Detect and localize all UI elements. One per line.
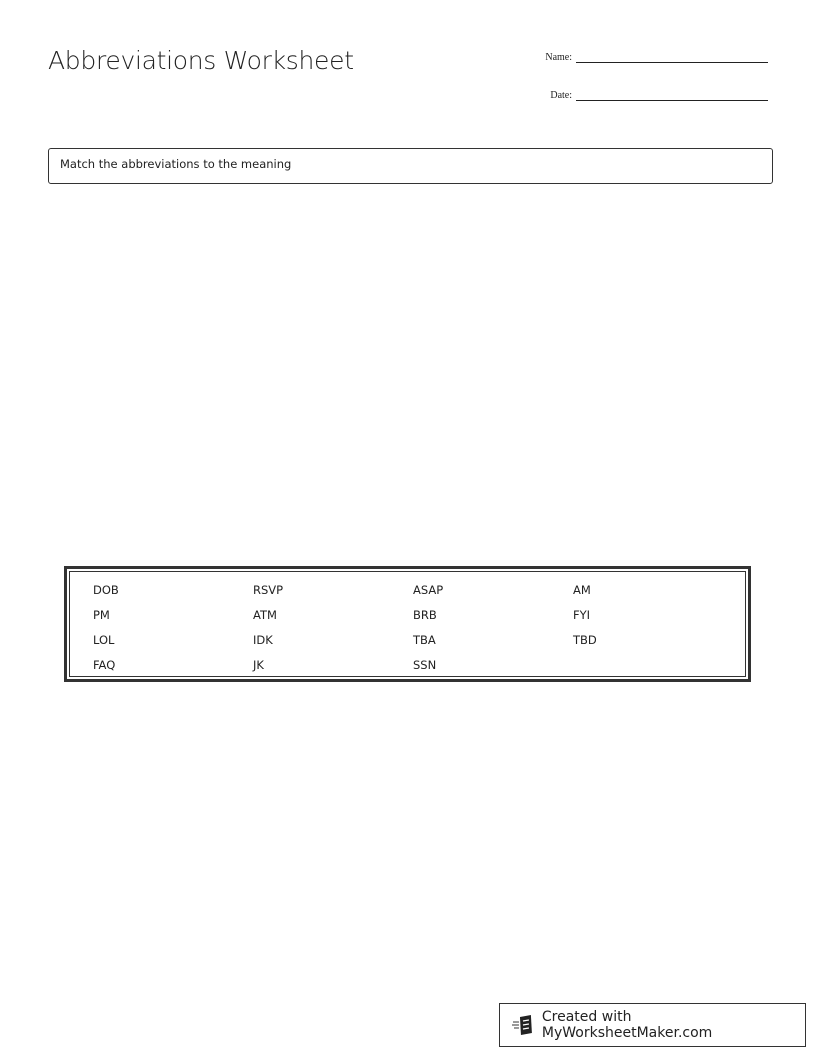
word-bank-item: FAQ <box>93 658 116 672</box>
word-bank-item: PM <box>93 608 110 622</box>
word-bank-item: FYI <box>573 608 591 622</box>
word-bank-grid <box>93 578 733 678</box>
word-bank-item: SSN <box>413 658 437 672</box>
instructions-box: Match the abbreviations to the meaning <box>48 148 773 184</box>
word-bank-item: TBD <box>573 633 597 647</box>
word-bank-item: DOB <box>93 583 119 597</box>
word-bank-item: IDK <box>253 633 273 647</box>
footer-text: Created with MyWorksheetMaker.com <box>541 1009 713 1041</box>
date-label: Date: <box>550 90 572 101</box>
word-bank-item: AM <box>573 583 591 597</box>
word-bank-item: RSVP <box>253 583 284 597</box>
word-bank-item: LOL <box>93 633 115 647</box>
word-bank-item: BRB <box>413 608 437 622</box>
word-bank-item: ATM <box>253 608 277 622</box>
worksheet-logo-icon <box>512 1014 534 1036</box>
word-bank-item: ASAP <box>413 583 444 597</box>
name-line[interactable] <box>576 61 768 63</box>
date-line[interactable] <box>576 99 768 101</box>
word-bank <box>64 566 751 682</box>
word-bank-item: TBA <box>413 633 436 647</box>
page-title: Abbreviations Worksheet <box>48 46 354 75</box>
name-field[interactable] <box>530 52 768 63</box>
name-label: Name: <box>545 52 572 63</box>
footer-badge <box>499 1003 806 1047</box>
date-field[interactable] <box>530 90 768 101</box>
word-bank-item: JK <box>253 658 264 672</box>
